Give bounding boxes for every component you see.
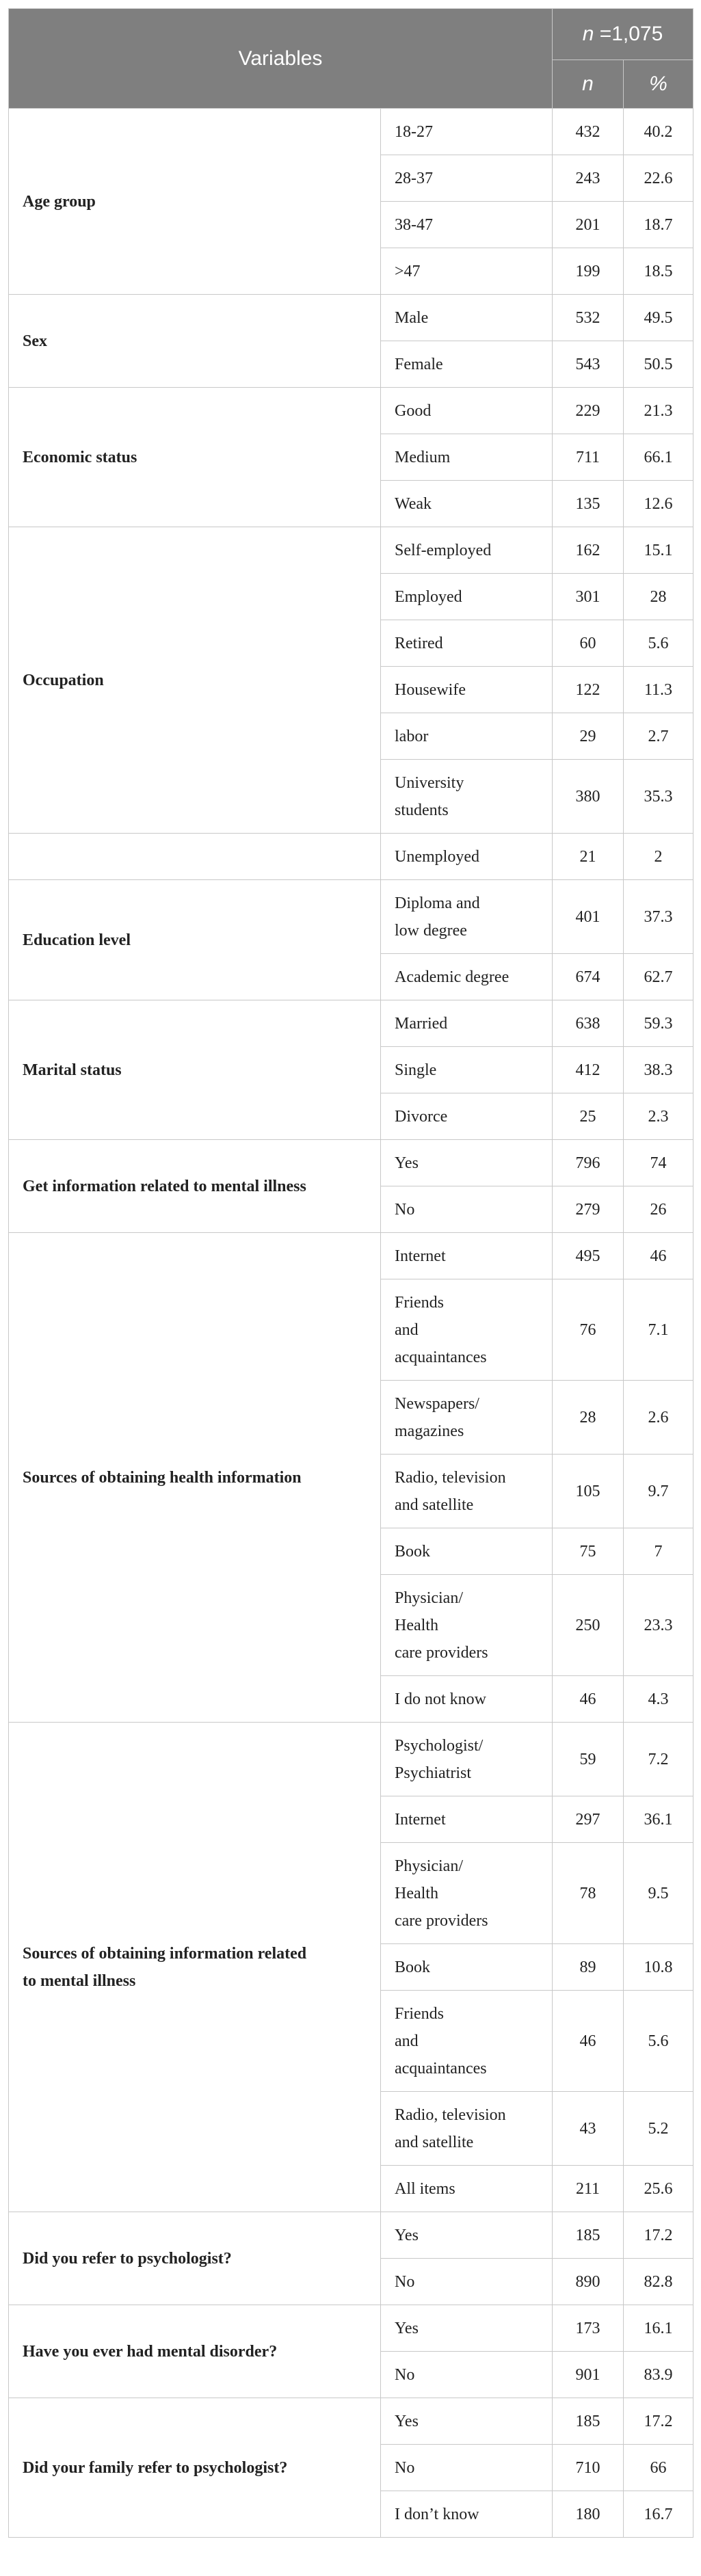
percent-cell: 46 [624,1233,693,1279]
table-row [9,1000,693,1047]
variable-label: Get information related to mental illness [9,1140,381,1233]
category-cell: Good [381,388,553,434]
percent-cell: 62.7 [624,954,693,1000]
count-cell: 59 [553,1723,624,1796]
count-cell: 89 [553,1944,624,1991]
category-cell: Female [381,341,553,388]
category-cell: Yes [381,2305,553,2352]
category-cell: Friends and acquaintances [381,1279,553,1381]
count-cell: 432 [553,109,624,155]
count-cell: 29 [553,713,624,760]
category-cell: I don’t know [381,2491,553,2538]
count-cell: 250 [553,1575,624,1676]
variable-label: Education level [9,880,381,1000]
percent-cell: 2.3 [624,1093,693,1140]
variable-label: Marital status [9,1000,381,1140]
category-cell: I do not know [381,1676,553,1723]
percent-cell: 2.6 [624,1381,693,1455]
count-cell: 78 [553,1843,624,1944]
percent-cell: 5.6 [624,620,693,667]
category-cell: Psychologist/ Psychiatrist [381,1723,553,1796]
table-row [9,880,693,954]
percent-cell: 49.5 [624,295,693,341]
count-cell: 796 [553,1140,624,1186]
percent-cell: 66.1 [624,434,693,481]
category-cell: Yes [381,1140,553,1186]
percent-cell: 36.1 [624,1796,693,1843]
variable-label: Did your family refer to psychologist? [9,2398,381,2538]
percent-cell: 82.8 [624,2259,693,2305]
count-cell: 46 [553,1991,624,2092]
table-row [9,295,693,341]
table-row [9,388,693,434]
count-cell: 46 [553,1676,624,1723]
count-cell: 25 [553,1093,624,1140]
count-cell: 412 [553,1047,624,1093]
count-cell: 122 [553,667,624,713]
percent-cell: 17.2 [624,2398,693,2445]
count-cell: 185 [553,2398,624,2445]
category-cell: Newspapers/ magazines [381,1381,553,1455]
percent-cell: 5.6 [624,1991,693,2092]
category-cell: 28-37 [381,155,553,202]
variable-label: Occupation [9,527,381,834]
category-cell: 38-47 [381,202,553,248]
count-cell: 173 [553,2305,624,2352]
sample-size-value: =1,075 [594,23,663,45]
count-cell: 162 [553,527,624,574]
category-cell: Retired [381,620,553,667]
table-row [9,2398,693,2445]
count-cell: 21 [553,834,624,880]
variable-label: Sources of obtaining information related to mental illness [9,1723,381,2212]
count-cell: 279 [553,1186,624,1233]
category-cell: 18-27 [381,109,553,155]
percent-cell: 74 [624,1140,693,1186]
count-cell: 243 [553,155,624,202]
category-cell: Divorce [381,1093,553,1140]
category-cell: >47 [381,248,553,295]
percent-cell: 2 [624,834,693,880]
category-cell: Self-employed [381,527,553,574]
category-cell: University students [381,760,553,834]
percent-column-header: % [624,60,693,109]
count-cell: 28 [553,1381,624,1455]
table-container [8,8,693,2538]
count-cell: 638 [553,1000,624,1047]
count-cell: 199 [553,248,624,295]
count-cell: 301 [553,574,624,620]
table-row [9,1140,693,1186]
percent-cell: 12.6 [624,481,693,527]
count-cell: 901 [553,2352,624,2398]
table-row [9,2305,693,2352]
category-cell: Yes [381,2212,553,2259]
percent-cell: 16.7 [624,2491,693,2538]
category-cell: Unemployed [381,834,553,880]
category-cell: No [381,2259,553,2305]
category-cell: Diploma and low degree [381,880,553,954]
count-cell: 543 [553,341,624,388]
n-column-header: n [553,60,624,109]
n-symbol: n [582,23,594,45]
category-cell: No [381,2445,553,2491]
table-row [9,2212,693,2259]
table-row [9,109,693,155]
count-cell: 43 [553,2092,624,2166]
count-cell: 401 [553,880,624,954]
percent-cell: 38.3 [624,1047,693,1093]
table-header [9,9,693,109]
count-cell: 495 [553,1233,624,1279]
percent-cell: 9.7 [624,1455,693,1528]
count-cell: 185 [553,2212,624,2259]
variable-label: Have you ever had mental disorder? [9,2305,381,2398]
category-cell: Book [381,1528,553,1575]
category-cell: Friends and acquaintances [381,1991,553,2092]
category-cell: Employed [381,574,553,620]
percent-cell: 17.2 [624,2212,693,2259]
table-row [9,1233,693,1279]
percent-cell: 18.7 [624,202,693,248]
category-cell: labor [381,713,553,760]
category-cell: Internet [381,1233,553,1279]
count-cell: 380 [553,760,624,834]
variable-label: Sex [9,295,381,388]
category-cell: All items [381,2166,553,2212]
count-cell: 76 [553,1279,624,1381]
percent-cell: 4.3 [624,1676,693,1723]
percent-cell: 26 [624,1186,693,1233]
count-cell: 532 [553,295,624,341]
category-cell: Academic degree [381,954,553,1000]
count-cell: 890 [553,2259,624,2305]
count-cell: 711 [553,434,624,481]
count-cell: 75 [553,1528,624,1575]
percent-cell: 7.1 [624,1279,693,1381]
table-row [9,1723,693,1796]
table-body [9,109,693,2538]
percent-cell: 5.2 [624,2092,693,2166]
count-cell: 211 [553,2166,624,2212]
variable-label: Sources of obtaining health information [9,1233,381,1723]
percent-cell: 7.2 [624,1723,693,1796]
percent-cell: 21.3 [624,388,693,434]
table-row [9,527,693,574]
variable-label: Age group [9,109,381,295]
count-cell: 674 [553,954,624,1000]
table-row [9,834,693,880]
count-cell: 180 [553,2491,624,2538]
count-cell: 229 [553,388,624,434]
count-cell: 60 [553,620,624,667]
category-cell: Physician/ Health care providers [381,1575,553,1676]
percent-cell: 37.3 [624,880,693,954]
count-cell: 201 [553,202,624,248]
variable-label: Economic status [9,388,381,527]
category-cell: Physician/ Health care providers [381,1843,553,1944]
demographics-table [8,8,693,2538]
percent-cell: 28 [624,574,693,620]
percent-cell: 18.5 [624,248,693,295]
category-cell: Radio, television and satellite [381,2092,553,2166]
count-cell: 710 [553,2445,624,2491]
percent-cell: 83.9 [624,2352,693,2398]
percent-cell: 23.3 [624,1575,693,1676]
percent-cell: 11.3 [624,667,693,713]
category-cell: Single [381,1047,553,1093]
category-cell: Housewife [381,667,553,713]
percent-cell: 9.5 [624,1843,693,1944]
percent-cell: 16.1 [624,2305,693,2352]
category-cell: Radio, television and satellite [381,1455,553,1528]
variable-label [9,834,381,880]
category-cell: Male [381,295,553,341]
percent-cell: 35.3 [624,760,693,834]
percent-cell: 66 [624,2445,693,2491]
count-cell: 135 [553,481,624,527]
category-cell: Weak [381,481,553,527]
variables-header: Variables [9,9,553,109]
category-cell: No [381,2352,553,2398]
percent-cell: 15.1 [624,527,693,574]
count-cell: 105 [553,1455,624,1528]
variable-label: Did you refer to psychologist? [9,2212,381,2305]
category-cell: Medium [381,434,553,481]
percent-cell: 10.8 [624,1944,693,1991]
category-cell: Internet [381,1796,553,1843]
percent-cell: 2.7 [624,713,693,760]
percent-cell: 40.2 [624,109,693,155]
percent-cell: 59.3 [624,1000,693,1047]
percent-cell: 25.6 [624,2166,693,2212]
percent-cell: 7 [624,1528,693,1575]
count-cell: 297 [553,1796,624,1843]
sample-size-header [553,9,693,60]
category-cell: Book [381,1944,553,1991]
percent-cell: 50.5 [624,341,693,388]
category-cell: Yes [381,2398,553,2445]
percent-cell: 22.6 [624,155,693,202]
category-cell: No [381,1186,553,1233]
category-cell: Married [381,1000,553,1047]
